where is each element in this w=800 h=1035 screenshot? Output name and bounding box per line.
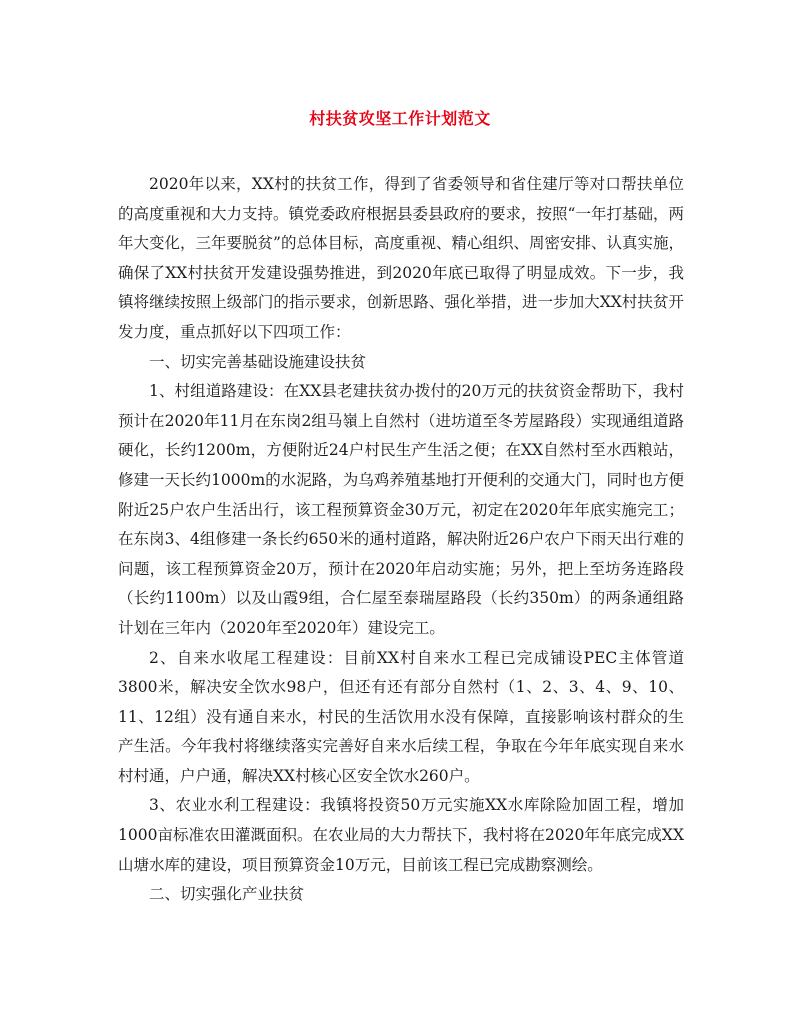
document-body: [118, 170, 684, 910]
paragraph-water-supply: 2、自来水收尾工程建设：目前XX村自来水工程已完成铺设PEC主体管道3800米，解决安全饮水98户，但还有还有部分自然村（1、2、3、4、9、10、11、12组）没有通自来水，村民的生活饮用水没有保障，直接影响该村群众的生产生活。今年我村将继续落实完善好自来水后续工程，争取在今年年底实现自来水村村通，户户通，解决XX村核心区安全饮水260户。: [118, 648, 684, 785]
section-heading-infrastructure: 一、切实完善基础设施建设扶贫: [149, 352, 367, 371]
paragraph-road-construction: 1、村组道路建设：在XX县老建扶贫办拨付的20万元的扶贫资金帮助下，我村预计在2020年11月在东岗2组马嶺上自然村（进坊道至冬芳屋路段）实现通组道路硬化，长约1200m，方便附近24户村民生产生活之便；在XX自然村至水西粮站，修建一天长约1000m的水泥路，为乌鸡养殖基地打开便利的交通大门，同时也方便附近25户农户生活出行，该工程预算资金30万元，初定在2020年年底实施完工；在东岗3、4组修建一条长约650米的通村道路，解决附近26户农户下雨天出行难的问题，该工程预算资金20万，预计在2020年启动实施；另外，把上至坊务连路段（长约1100m）以及山霞9组，合仁屋至泰瑞屋路段（长约350m）的两条通组路计划在三年内（2020年至2020年）建设完工。: [118, 382, 684, 637]
section-heading-industry: 二、切实强化产业扶贫: [149, 885, 305, 904]
paragraph-irrigation: 3、农业水利工程建设：我镇将投资50万元实施XX水库除险加固工程，增加1000亩标准农田灌溉面积。在农业局的大力帮扶下，我村将在2020年年底完成XX山塘水库的建设，项目预算资金10万元，目前该工程已完成勘察测绘。: [118, 796, 684, 874]
document-title: 村扶贫攻坚工作计划范文: [309, 109, 491, 128]
intro-paragraph: 2020年以来，XX村的扶贫工作，得到了省委领导和省住建厅等对口帮扶单位的高度重视和大力支持。镇党委政府根据县委县政府的要求，按照“一年打基础，两年大变化，三年要脱贫”的总体目标，高度重视、精心组织、周密安排、认真实施，确保了XX村扶贫开发建设强势推进，到2020年底已取得了明显成效。下一步，我镇将继续按照上级部门的指示要求，创新思路、强化举措，进一步加大XX村扶贫开发力度，重点抓好以下四项工作：: [118, 175, 684, 341]
